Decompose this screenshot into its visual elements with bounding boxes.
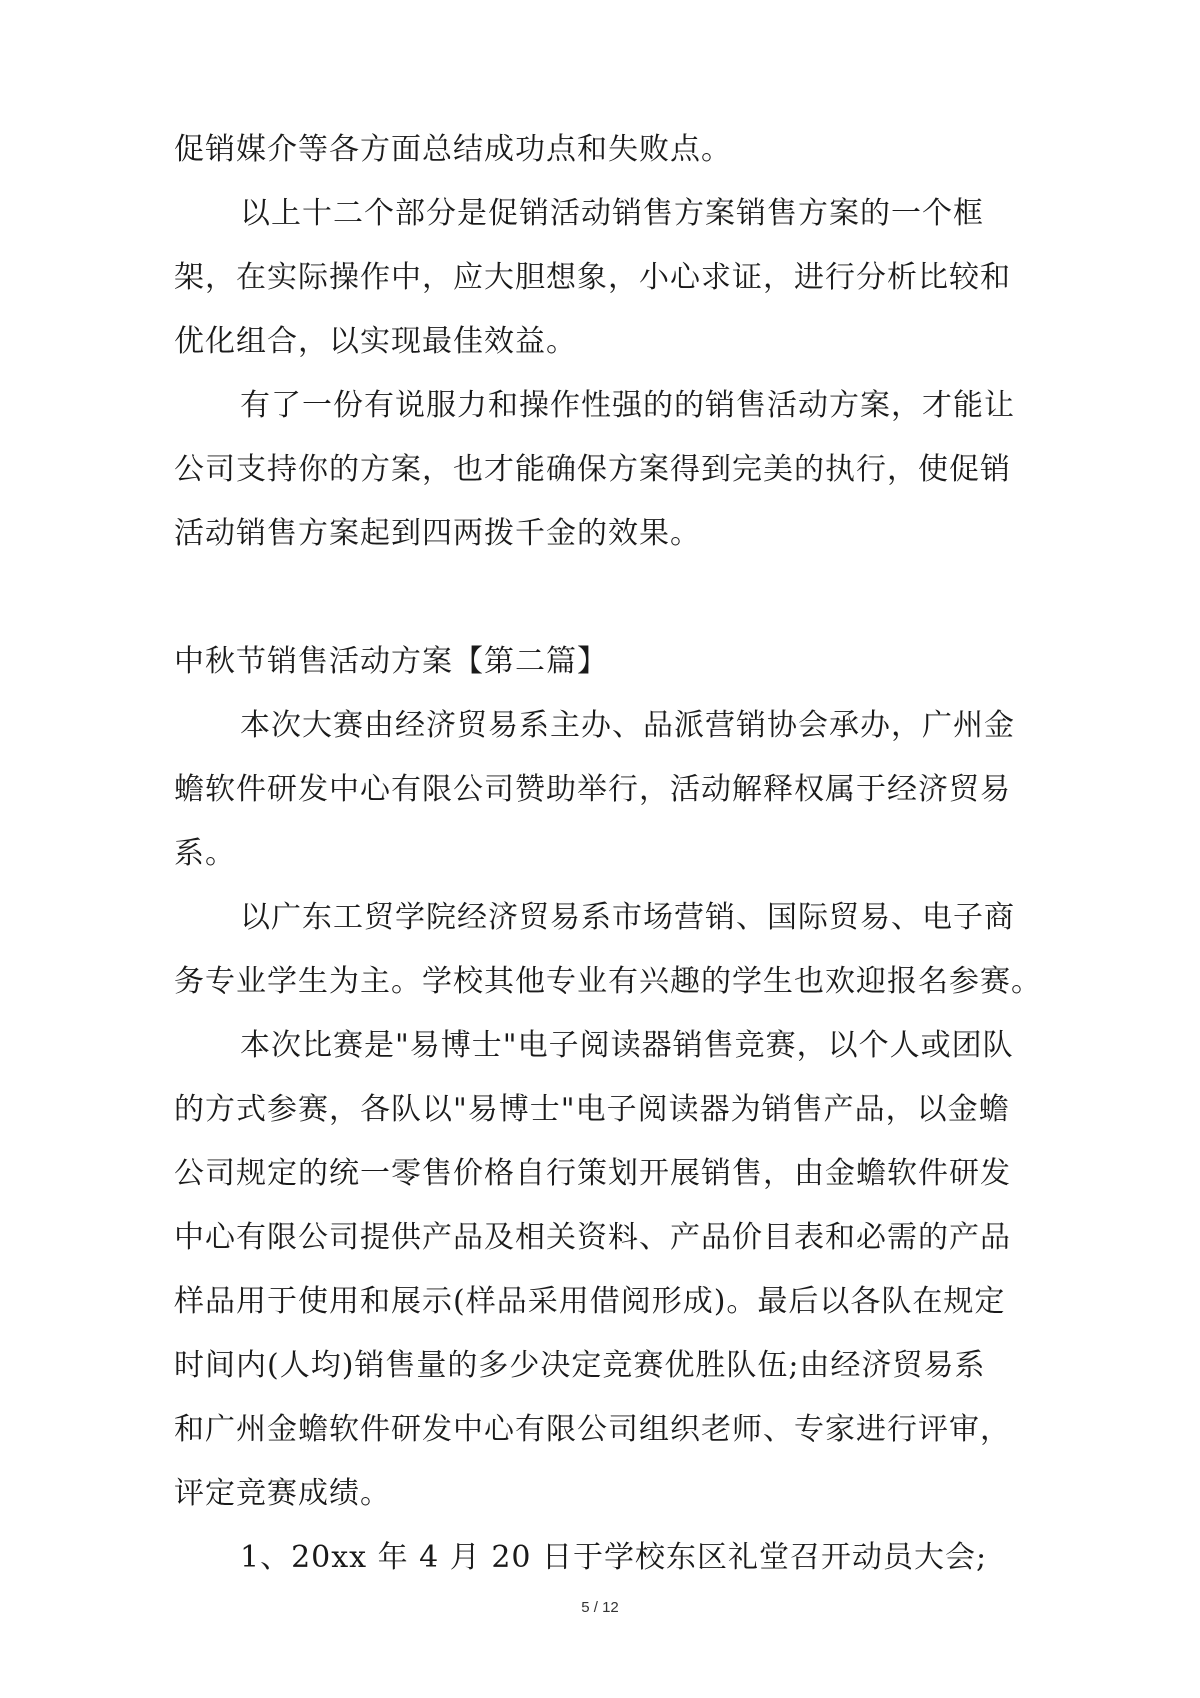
text-line: 本次比赛是"易博士"电子阅读器销售竞赛，以个人或团队 bbox=[240, 1028, 1014, 1063]
text-line: 样品用于使用和展示(样品采用借阅形成)。最后以各队在规定 bbox=[174, 1284, 1006, 1319]
text-line: 1、20xx 年 4 月 20 日于学校东区礼堂召开动员大会; bbox=[240, 1540, 988, 1575]
paragraph bbox=[174, 182, 1034, 374]
text-line: 务专业学生为主。学校其他专业有兴趣的学生也欢迎报名参赛。 bbox=[174, 964, 1042, 999]
text-line: 公司支持你的方案，也才能确保方案得到完美的执行，使促销 bbox=[174, 452, 1011, 487]
paragraph bbox=[174, 886, 1042, 1014]
text-line: 系。 bbox=[174, 836, 236, 871]
text-line: 活动销售方案起到四两拨千金的效果。 bbox=[174, 516, 701, 551]
text-line: 本次大赛由经济贸易系主办、品派营销协会承办，广州金 bbox=[240, 708, 1015, 743]
text-line: 以上十二个部分是促销活动销售方案销售方案的一个框 bbox=[240, 196, 984, 231]
text-line: 以广东工贸学院经济贸易系市场营销、国际贸易、电子商 bbox=[240, 900, 1015, 935]
section-heading: 中秋节销售活动方案【第二篇】 bbox=[174, 644, 608, 679]
document-body bbox=[174, 118, 1042, 1590]
text-line: 优化组合，以实现最佳效益。 bbox=[174, 324, 577, 359]
paragraph bbox=[174, 118, 1034, 182]
text-line: 和广州金蟾软件研发中心有限公司组织老师、专家进行评审， bbox=[174, 1412, 1011, 1447]
text-line: 有了一份有说服力和操作性强的的销售活动方案，才能让 bbox=[240, 388, 1015, 423]
paragraph-spacer bbox=[174, 566, 1034, 630]
paragraph bbox=[174, 374, 1034, 566]
paragraph bbox=[174, 1526, 1034, 1590]
paragraph bbox=[174, 1014, 1034, 1526]
text-line: 中心有限公司提供产品及相关资料、产品价目表和必需的产品 bbox=[174, 1220, 1011, 1255]
text-line: 的方式参赛，各队以"易博士"电子阅读器为销售产品，以金蟾 bbox=[174, 1092, 1010, 1127]
text-line: 评定竞赛成绩。 bbox=[174, 1476, 391, 1511]
text-line: 蟾软件研发中心有限公司赞助举行，活动解释权属于经济贸易 bbox=[174, 772, 1011, 807]
text-line: 时间内(人均)销售量的多少决定竞赛优胜队伍;由经济贸易系 bbox=[174, 1348, 986, 1383]
text-line: 促销媒介等各方面总结成功点和失败点。 bbox=[174, 132, 732, 167]
paragraph bbox=[174, 694, 1034, 886]
text-line: 公司规定的统一零售价格自行策划开展销售，由金蟾软件研发 bbox=[174, 1156, 1011, 1191]
text-line: 架，在实际操作中，应大胆想象，小心求证，进行分析比较和 bbox=[174, 260, 1011, 295]
page-number: 5 / 12 bbox=[581, 1599, 619, 1616]
